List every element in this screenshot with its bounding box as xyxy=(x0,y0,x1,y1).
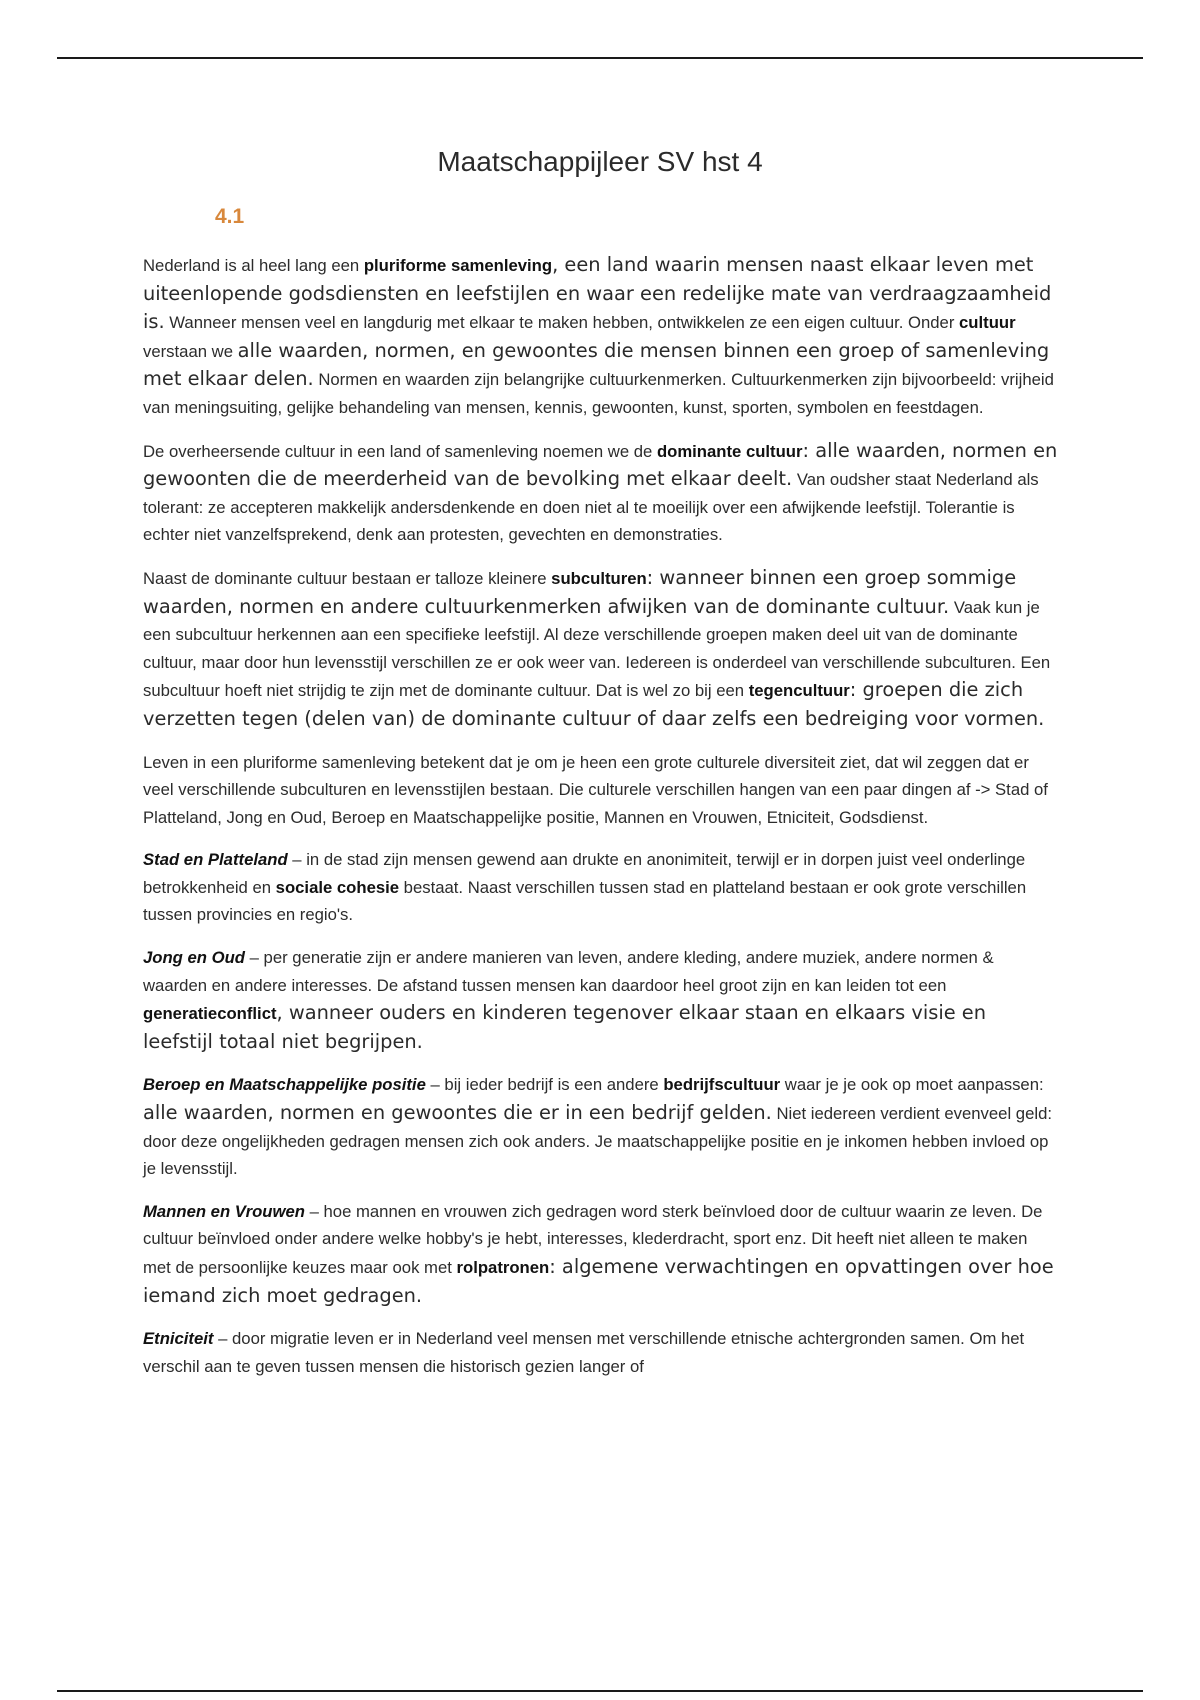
document-title: Maatschappijleer SV hst 4 xyxy=(437,146,763,177)
term-tegencultuur: tegencultuur xyxy=(748,681,850,701)
paragraph-etniciteit: Etniciteit – door migratie leven er in Nederland veel mensen met verschillende etnische achtergronden samen. Om het verschil aan te geven tussen mensen die historisch gezien langer of xyxy=(143,1329,1025,1376)
section-heading: 4.1 xyxy=(215,205,245,228)
term-dominante-cultuur: dominante cultuur xyxy=(656,441,803,461)
term-generatieconflict: generatieconflict xyxy=(143,1004,277,1024)
paragraph-diversiteit: Leven in een pluriforme samenleving betekent dat je om je heen een grote culturele diversiteit ziet, dat wil zeggen dat er veel verschillende subculturen en levensstijlen bestaan. Die culturele verschillen hangen van een paar dingen af -> Stad of Platteland, Jong en Oud, Beroep en Maatschappelijke positie, Mannen en Vrouwen, Etniciteit, Godsdienst. xyxy=(143,752,1048,827)
paragraph-stad-platteland: Stad en Platteland – in de stad zijn mensen gewend aan drukte en anonimiteit, terwijl er in dorpen juist veel onderlinge betrokkenheid en sociale cohesie bestaat. Naast verschillen tussen stad en platteland bestaan er ook grote verschillen tussen provincies en regio's. xyxy=(143,850,1027,925)
term-bedrijfscultuur: bedrijfscultuur xyxy=(663,1075,781,1095)
heading-beroep: Beroep en Maatschappelijke positie xyxy=(143,1075,426,1095)
paragraph-jong-oud: Jong en Oud – per generatie zijn er andere manieren van leven, andere kleding, andere muziek, andere normen & waarden en andere interesses. De afstand tussen mensen kan daardoor heel groot zijn en kan leiden tot een generatieconflict, wanneer ouders en kinderen tegenover elkaar staan en elkaars visie en leefstijl totaal niet begrijpen. xyxy=(143,948,994,1053)
paragraph-beroep: Beroep en Maatschappelijke positie – bij ieder bedrijf is een andere bedrijfscultuur waar je je ook op moet aanpassen: alle waarden, normen en gewoontes die er in een bedrijf gelden. Niet iedereen verdient evenveel geld: door deze ongelijkheden gedragen mensen zich ook anders. Je maatschappelijke positie en je inkomen hebben invloed op je levensstijl. xyxy=(143,1075,1052,1179)
term-rolpatronen: rolpatronen xyxy=(456,1258,550,1277)
header-rule xyxy=(57,57,1143,59)
heading-jong-oud: Jong en Oud xyxy=(143,948,245,968)
term-subculturen: subculturen xyxy=(551,568,647,588)
paragraph-mannen-vrouwen: Mannen en Vrouwen – hoe mannen en vrouwen zich gedragen word sterk beïnvloed door de cultuur waarin ze leven. De cultuur beïnvloed onder andere welke hobby's je hebt, interesses, klederdracht, sport enz. Dit heeft niet alleen te maken met de persoonlijke keuzes maar ook met rolpatronen: algemene verwachtingen en opvattingen over hoe iemand zich moet gedragen. xyxy=(143,1201,1054,1307)
term-sociale-cohesie: sociale cohesie xyxy=(275,877,400,897)
heading-etniciteit: Etniciteit xyxy=(143,1329,214,1349)
paragraph-pluriform: Nederland is al heel lang een pluriforme samenleving, een land waarin mensen naast elkaar leven met uiteenlopende godsdiensten en leefstijlen en waar een redelijke mate van verdraagzaamheid is. Wanneer mensen veel en langdurig met elkaar te maken hebben, ontwikkelen ze een eigen cultuur. Onder cultuur verstaan we alle waarden, normen, en gewoontes die mensen binnen een groep of samenleving met elkaar delen. Normen en waarden zijn belangrijke cultuurkenmerken. Cultuurkenmerken zijn bijvoorbeeld: vrijheid van meningsuiting, gelijke behandeling van mensen, kennis, gewoonten, kunst, sporten, symbolen en feestdagen. xyxy=(143,253,1054,417)
heading-mannen-vrouwen: Mannen en Vrouwen xyxy=(143,1201,305,1221)
heading-stad-platteland: Stad en Platteland xyxy=(143,850,288,870)
footer-rule xyxy=(57,1690,1143,1692)
document-body xyxy=(143,251,1058,1395)
paragraph-subculturen: Naast de dominante cultuur bestaan er talloze kleinere subculturen: wanneer binnen een groep sommige waarden, normen en andere cultuurkenmerken afwijken van de dominante cultuur. Vaak kun je een subcultuur herkennen aan een specifieke leefstijl. Al deze verschillende groepen maken deel uit van de dominante cultuur, maar door hun levensstijl verschillen ze er ook weer van. Iedereen is onderdeel van verschillende subculturen. Een subcultuur hoeft niet strijdig te zijn met de dominante cultuur. Dat is wel zo bij een tegencultuur: groepen die zich verzetten tegen (delen van) de dominante cultuur of daar zelfs een bedreiging voor vormen. xyxy=(143,565,1051,730)
term-cultuur: cultuur xyxy=(959,313,1016,333)
term-pluriforme-samenleving: pluriforme samenleving xyxy=(363,256,553,275)
paragraph-dominante-cultuur: De overheersende cultuur in een land of samenleving noemen we de dominante cultuur: alle waarden, normen en gewoonten die de meerderheid van de bevolking met elkaar deelt. Van oudsher staat Nederland als tolerant: ze accepteren makkelijk andersdenkende en doen niet al te moeilijk over een afwijkende leefstijl. Tolerantie is echter niet vanzelfsprekend, denk aan protesten, gevechten en demonstraties. xyxy=(143,438,1058,545)
